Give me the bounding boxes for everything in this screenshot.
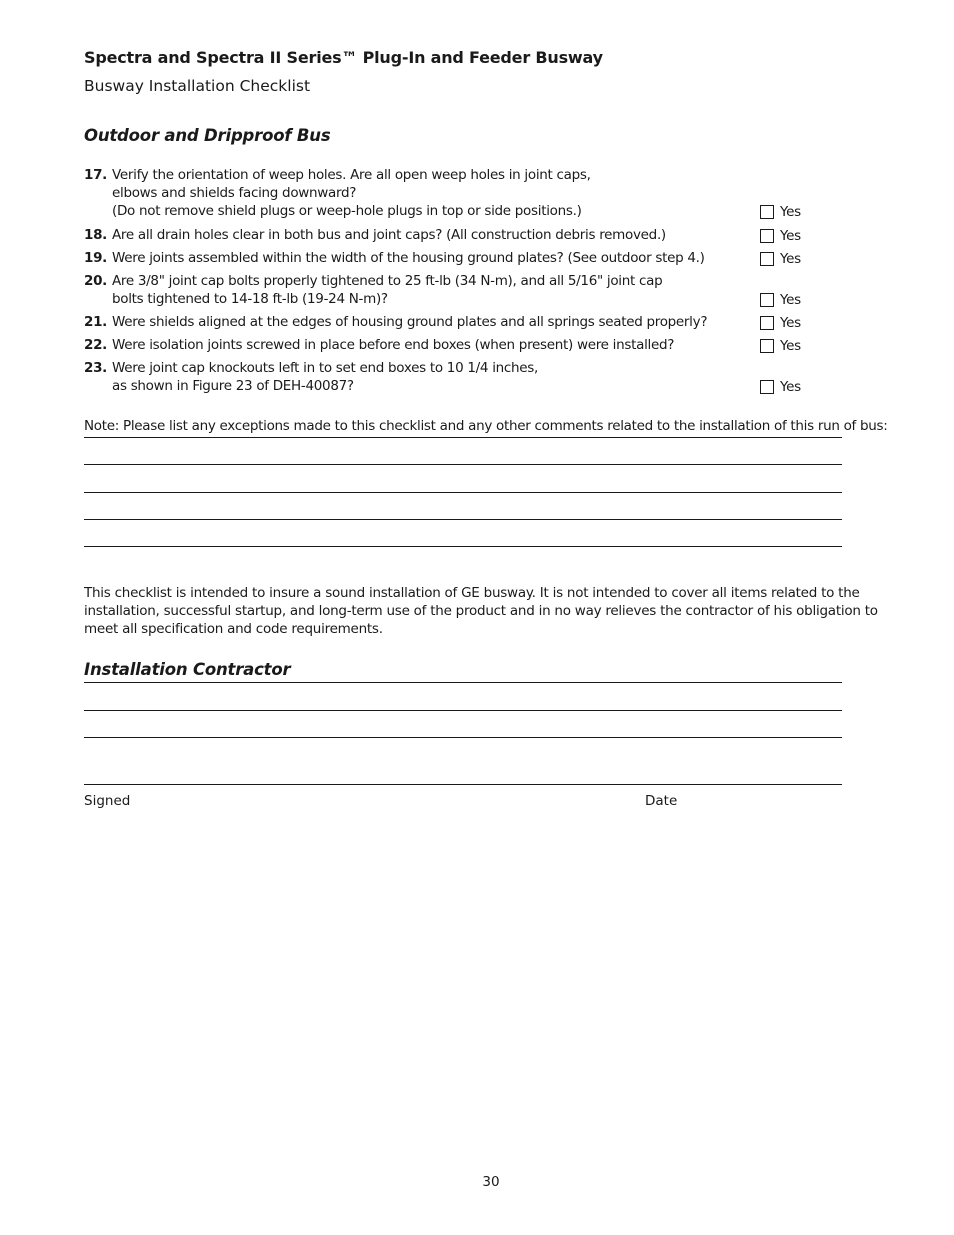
signature-line[interactable]: [84, 784, 842, 811]
item-number: 22.: [84, 337, 108, 353]
yes-checkbox[interactable]: [760, 205, 774, 219]
yes-label: Yes: [780, 379, 801, 395]
section-heading-outdoor: Outdoor and Dripproof Bus: [84, 126, 331, 145]
yes-checkbox[interactable]: [760, 229, 774, 243]
item-text-line: elbows and shields facing downward?: [112, 185, 357, 201]
yes-label: Yes: [780, 315, 801, 331]
yes-check-group: [760, 250, 801, 268]
yes-check-group: [760, 291, 801, 309]
yes-check-group: [760, 203, 801, 221]
exceptions-note: Note: Please list any exceptions made to this checklist and any other comments related to the installation of this run of bus:: [84, 418, 888, 434]
item-number: 17.: [84, 167, 108, 183]
item-text-line: Were joints assembled within the width of the housing ground plates? (See outdoor step 4.): [112, 250, 705, 266]
item-text: [112, 313, 752, 331]
document-subtitle: Busway Installation Checklist: [84, 77, 311, 95]
item-text: [112, 336, 752, 354]
item-number: 23.: [84, 360, 108, 376]
item-text: [112, 272, 752, 308]
comment-line-4[interactable]: [84, 519, 842, 546]
item-text-line: Are all drain holes clear in both bus and joint caps? (All construction debris removed.): [112, 227, 666, 243]
yes-label: Yes: [780, 292, 801, 308]
yes-checkbox[interactable]: [760, 252, 774, 266]
yes-label: Yes: [780, 204, 801, 220]
yes-check-group: [760, 314, 801, 332]
item-text-line: Are 3/8" joint cap bolts properly tightened to 25 ft-lb (34 N-m), and all 5/16" joint cap: [112, 273, 663, 289]
signed-label: Signed: [84, 793, 131, 809]
item-text-line: Were shields aligned at the edges of housing ground plates and all springs seated properly?: [112, 314, 708, 330]
yes-checkbox[interactable]: [760, 339, 774, 353]
item-text: [112, 226, 752, 244]
item-text-line: as shown in Figure 23 of DEH-40087?: [112, 378, 354, 394]
item-text: [112, 166, 752, 220]
comment-line-3[interactable]: [84, 492, 842, 519]
yes-label: Yes: [780, 228, 801, 244]
comment-line-5[interactable]: [84, 546, 842, 573]
comment-line-2[interactable]: [84, 464, 842, 491]
yes-check-group: [760, 337, 801, 355]
yes-label: Yes: [780, 251, 801, 267]
item-text: [112, 249, 752, 267]
yes-checkbox[interactable]: [760, 380, 774, 394]
disclaimer-line: meet all specification and code requirements.: [84, 621, 383, 637]
item-text: [112, 359, 752, 395]
item-number: 20.: [84, 273, 108, 289]
item-text-line: (Do not remove shield plugs or weep-hole plugs in top or side positions.): [112, 203, 582, 219]
disclaimer: [84, 584, 884, 638]
yes-checkbox[interactable]: [760, 316, 774, 330]
contractor-line-1[interactable]: [84, 682, 842, 709]
contractor-line-3[interactable]: [84, 737, 842, 764]
item-text-line: Were isolation joints screwed in place before end boxes (when present) were installed?: [112, 337, 675, 353]
item-text-line: bolts tightened to 14-18 ft-lb (19-24 N-m)?: [112, 291, 388, 307]
page-number: 30: [482, 1174, 500, 1190]
item-number: 19.: [84, 250, 108, 266]
item-text-line: Were joint cap knockouts left in to set end boxes to 10 1/4 inches,: [112, 360, 539, 376]
yes-check-group: [760, 227, 801, 245]
date-label: Date: [645, 793, 678, 809]
disclaimer-line: This checklist is intended to insure a sound installation of GE busway. It is not intended to cover all items related to the: [84, 585, 860, 601]
yes-check-group: [760, 378, 801, 396]
item-number: 18.: [84, 227, 108, 243]
yes-checkbox[interactable]: [760, 293, 774, 307]
item-text-line: Verify the orientation of weep holes. Are all open weep holes in joint caps,: [112, 167, 591, 183]
contractor-line-2[interactable]: [84, 710, 842, 737]
document-title: Spectra and Spectra II Series™ Plug-In and Feeder Busway: [84, 48, 603, 67]
comment-line-1[interactable]: [84, 437, 842, 464]
item-number: 21.: [84, 314, 108, 330]
section-heading-contractor: Installation Contractor: [84, 660, 291, 679]
yes-label: Yes: [780, 338, 801, 354]
disclaimer-line: installation, successful startup, and long-term use of the product and in no way relieves the contractor of his obligation to: [84, 603, 878, 619]
